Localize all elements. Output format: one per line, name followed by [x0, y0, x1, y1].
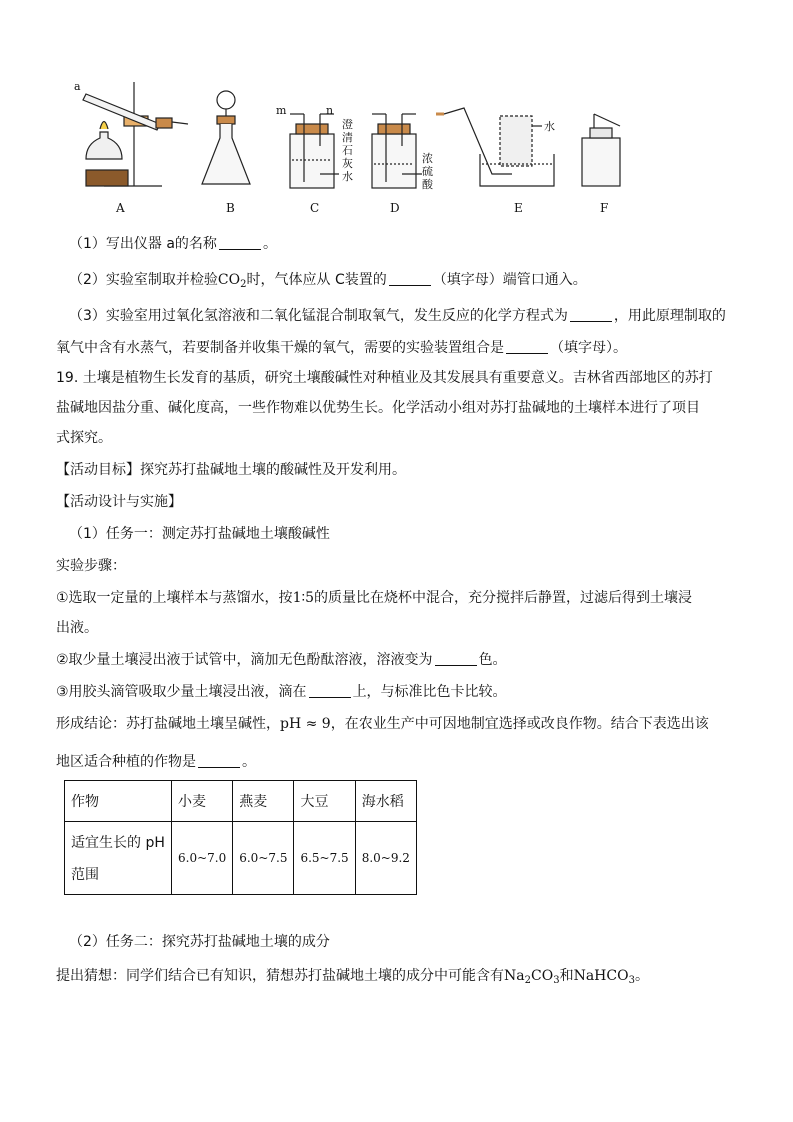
table-row [65, 781, 417, 822]
q19-intro-2: 盐碱地因盐分重、碱化度高，一些作物难以优势生长。化学活动小组对苏打盐碱地的土壤样本进行了项目 [56, 400, 700, 416]
table-cell: 8.0~9.2 [355, 822, 416, 895]
table-header-soybean: 大豆 [294, 781, 355, 822]
table-cell: 6.0~7.0 [172, 822, 233, 895]
table-label-ph: 适宜生长的 pH 范围 [65, 822, 172, 895]
table-cell: 6.5~7.5 [294, 822, 355, 895]
hypothesis: 提出猜想：同学们结合已有知识，猜想苏打盐碱地土壤的成分中可能含有$Na_2CO_3$和NaHCO$_3$。 [56, 968, 649, 986]
q18-part3-line2: 氧气中含有水蒸气，若要制备并收集干燥的氧气，需要的实验装置组合是 （填字母）。 [56, 340, 627, 356]
answer-blank-6[interactable] [309, 683, 351, 698]
step2: ②取少量土壤浸出液于试管中，滴加无色酚酞溶液，溶液变为 色。 [56, 652, 507, 668]
activity-goal: 【活动目标】探究苏打盐碱地土壤的酸碱性及开发利用。 [56, 462, 406, 478]
label-e: E [514, 201, 523, 215]
mark-a: a [74, 80, 81, 93]
conclusion-line2: 地区适合种植的作物是 。 [56, 754, 256, 770]
c-reagent-2: 清 [342, 131, 353, 144]
step1-line2: 出液。 [56, 620, 98, 636]
apparatus-c [290, 114, 339, 188]
c-reagent-5: 水 [342, 170, 353, 183]
task1-heading: （1）任务一：测定苏打盐碱地土壤酸碱性 [69, 526, 330, 542]
d-reagent-2: 硫 [422, 165, 433, 178]
answer-blank-1[interactable] [219, 235, 261, 250]
apparatus-e [436, 108, 554, 186]
label-c: C [310, 201, 320, 215]
c-reagent-1: 澄 [342, 118, 353, 131]
q19-intro-3: 式探究。 [56, 430, 112, 446]
apparatus-b [202, 91, 250, 184]
table-cell: 6.0~7.5 [233, 822, 294, 895]
mark-n: n [326, 104, 334, 117]
crop-ph-table [64, 780, 417, 895]
q18-part2: （2）实验室制取并检验$CO_2$时，气体应从 C装置的 （填字母）端管口通入。 [69, 272, 587, 290]
d-reagent-3: 酸 [422, 178, 433, 191]
mark-m: m [276, 104, 287, 117]
label-f: F [600, 201, 609, 215]
c-reagent-4: 灰 [342, 157, 353, 170]
table-header-wheat: 小麦 [172, 781, 233, 822]
table-row [65, 822, 417, 895]
c-reagent-3: 石 [342, 144, 353, 157]
q18-part1: （1）写出仪器 a的名称 。 [69, 236, 277, 252]
answer-blank-7[interactable] [198, 753, 240, 768]
label-a: A [116, 201, 125, 215]
answer-blank-2[interactable] [389, 271, 431, 286]
steps-label: 实验步骤： [56, 558, 126, 574]
task2-heading: （2）任务二：探究苏打盐碱地土壤的成分 [69, 934, 330, 950]
table-header-crop: 作物 [65, 781, 172, 822]
label-d: D [390, 201, 400, 215]
table-header-sea-rice: 海水稻 [355, 781, 416, 822]
apparatus-a [83, 82, 188, 186]
e-water-label: 水 [544, 120, 555, 133]
answer-blank-4[interactable] [506, 339, 548, 354]
label-b: B [226, 201, 235, 215]
answer-blank-5[interactable] [435, 651, 477, 666]
table-header-oat: 燕麦 [233, 781, 294, 822]
answer-blank-3[interactable] [570, 307, 612, 322]
step1-line1: ①选取一定量的上壤样本与蒸馏水，按1∶5的质量比在烧杯中混合，充分搅拌后静置，过滤后得到土壤浸 [56, 590, 693, 606]
q19-intro-1: 19. 土壤是植物生长发育的基质，研究土壤酸碱性对种植业及其发展具有重要意义。吉林省西部地区的苏打 [56, 370, 713, 386]
activity-design: 【活动设计与实施】 [56, 494, 182, 510]
d-reagent-1: 浓 [422, 152, 433, 165]
q18-part3-line1: （3）实验室用过氧化氢溶液和二氧化锰混合制取氧气，发生反应的化学方程式为 ，用此原理制取的 [69, 308, 726, 324]
apparatus-figure [64, 74, 664, 224]
conclusion-line1: 形成结论：苏打盐碱地土壤呈碱性，pH ≈ 9，在农业生产中可因地制宜选择或改良作物。结合下表选出该 [56, 716, 709, 732]
apparatus-f [582, 114, 620, 186]
apparatus-d [372, 114, 422, 188]
step3: ③用胶头滴管吸取少量土壤浸出液，滴在 上，与标准比色卡比较。 [56, 684, 507, 700]
